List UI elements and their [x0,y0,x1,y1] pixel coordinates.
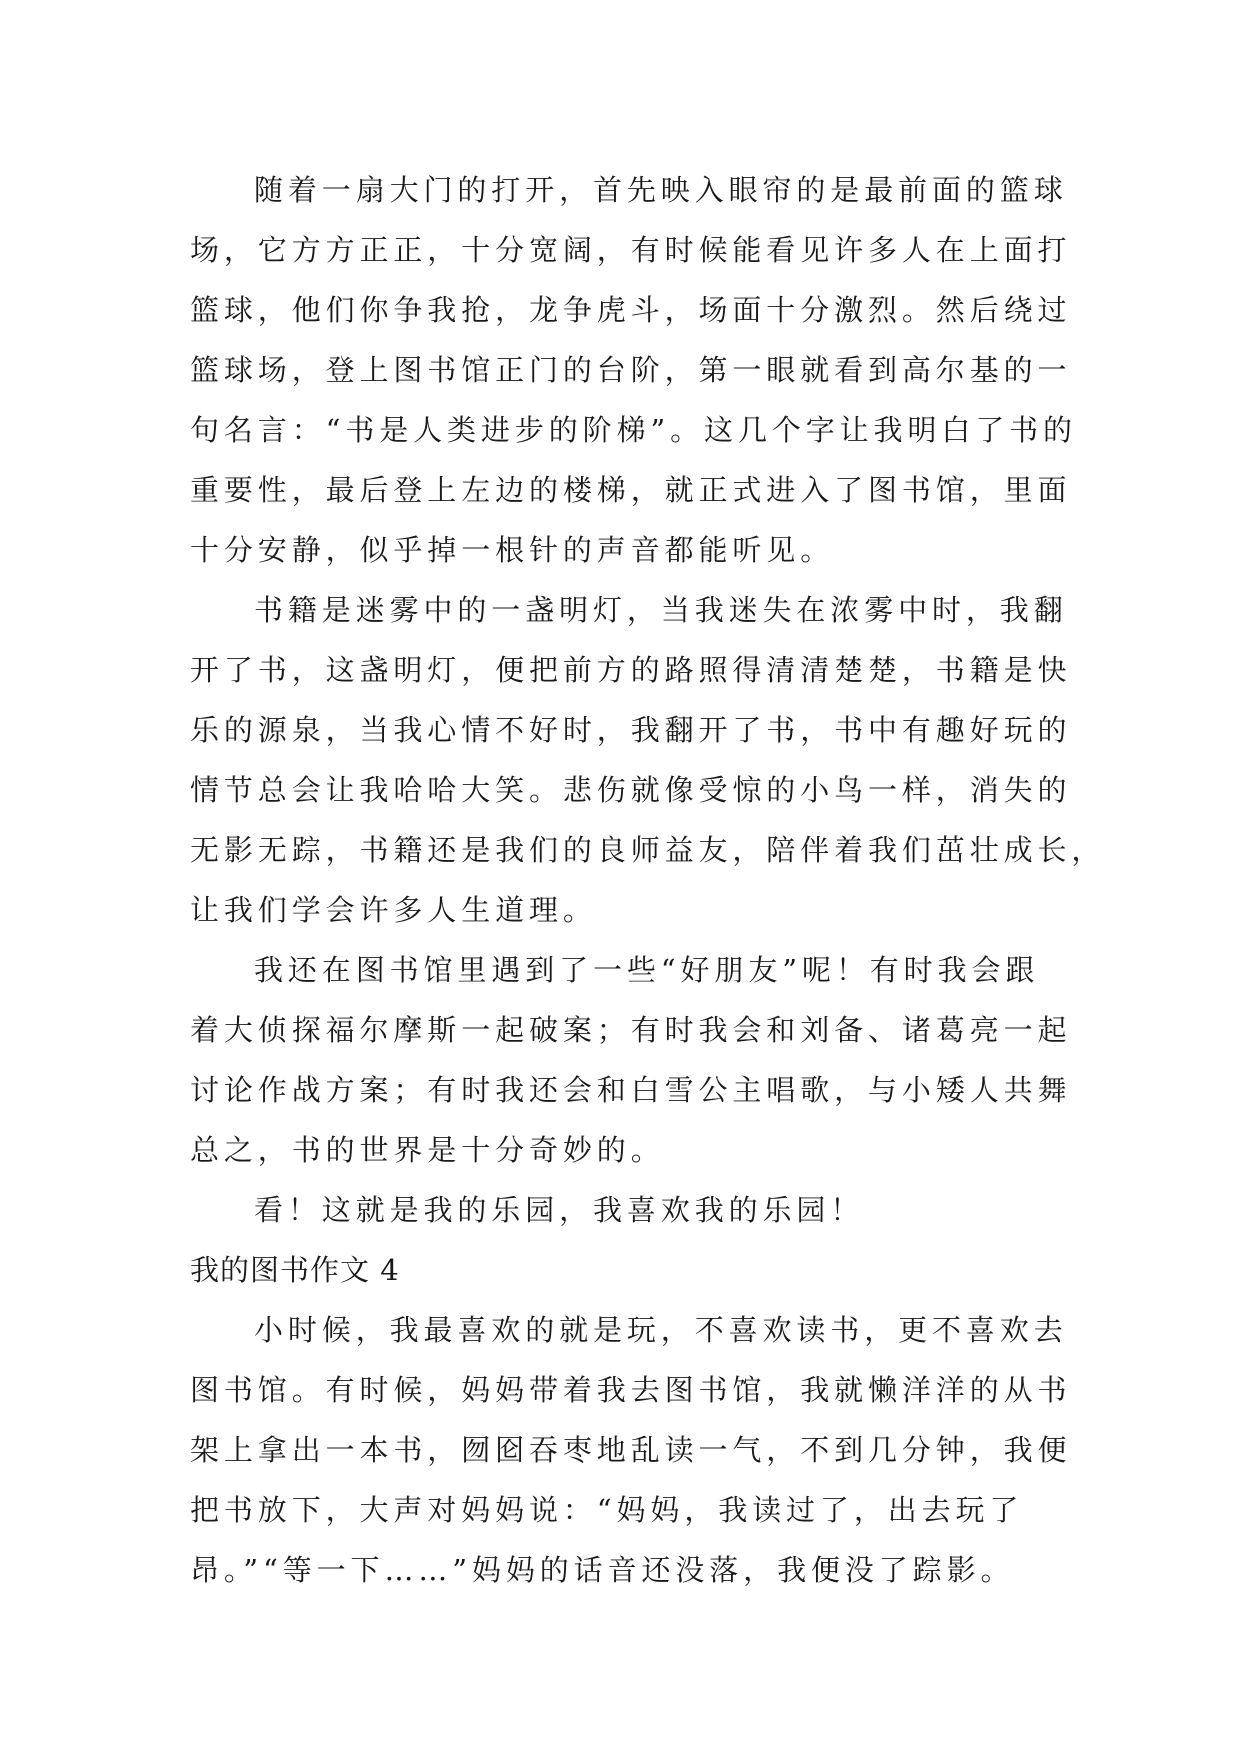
paragraph-childhood [190,1300,1072,1600]
text-line: 重要性，最后登上左边的楼梯，就正式进入了图书馆，里面 [190,473,1072,507]
text-line: 篮球场，登上图书馆正门的台阶，第一眼就看到高尔基的一 [190,353,1072,387]
text-line: 书籍是迷雾中的一盏明灯，当我迷失在浓雾中时，我翻 [254,593,1068,627]
paragraph-my-paradise [190,1180,1050,1240]
text-line: 句名言：“书是人类进步的阶梯”。这几个字让我明白了书的 [190,413,1077,447]
text-line: 把书放下，大声对妈妈说：“妈妈，我读过了，出去玩了 [190,1493,1024,1527]
text-line: 我还在图书馆里遇到了一些“好朋友”呢！有时我会跟 [254,953,1040,987]
paragraph-good-friends [190,940,1072,1180]
text-line: 着大侦探福尔摩斯一起破案；有时我会和刘备、诸葛亮一起 [190,1013,1072,1047]
text-line: 图书馆。有时候，妈妈带着我去图书馆，我就懒洋洋的从书 [190,1373,1072,1407]
text-line: 看！这就是我的乐园，我喜欢我的乐园！ [254,1193,865,1227]
text-line: 讨论作战方案；有时我还会和白雪公主唱歌，与小矮人共舞 [190,1073,1072,1107]
paragraph-books-lamp [190,580,1106,940]
paragraph-library-entrance [190,160,1077,580]
document-body [190,160,1106,1600]
text-line: 情节总会让我哈哈大笑。悲伤就像受惊的小鸟一样，消失的 [190,773,1072,807]
essay-heading: 我的图书作文 4 [190,1253,400,1287]
text-line: 乐的源泉，当我心情不好时，我翻开了书，书中有趣好玩的 [190,713,1072,747]
text-line: 总之，书的世界是十分奇妙的。 [190,1133,665,1167]
text-line: 随着一扇大门的打开，首先映入眼帘的是最前面的篮球 [254,173,1068,207]
text-line: 昂。”“等一下……”妈妈的话音还没落，我便没了踪影。 [190,1553,1015,1587]
text-line: 小时候，我最喜欢的就是玩，不喜欢读书，更不喜欢去 [254,1313,1068,1347]
text-line: 篮球，他们你争我抢，龙争虎斗，场面十分激烈。然后绕过 [190,293,1072,327]
text-line: 开了书，这盏明灯，便把前方的路照得清清楚楚，书籍是快 [190,653,1072,687]
text-line: 十分安静，似乎掉一根针的声音都能听见。 [190,533,835,567]
text-line: 场，它方方正正，十分宽阔，有时候能看见许多人在上面打 [190,233,1072,267]
text-line: 让我们学会许多人生道理。 [190,893,597,927]
text-line: 无影无踪，书籍还是我们的良师益友，陪伴着我们茁壮成长， [190,833,1106,867]
text-line: 架上拿出一本书，囫囵吞枣地乱读一气，不到几分钟，我便 [190,1433,1072,1467]
